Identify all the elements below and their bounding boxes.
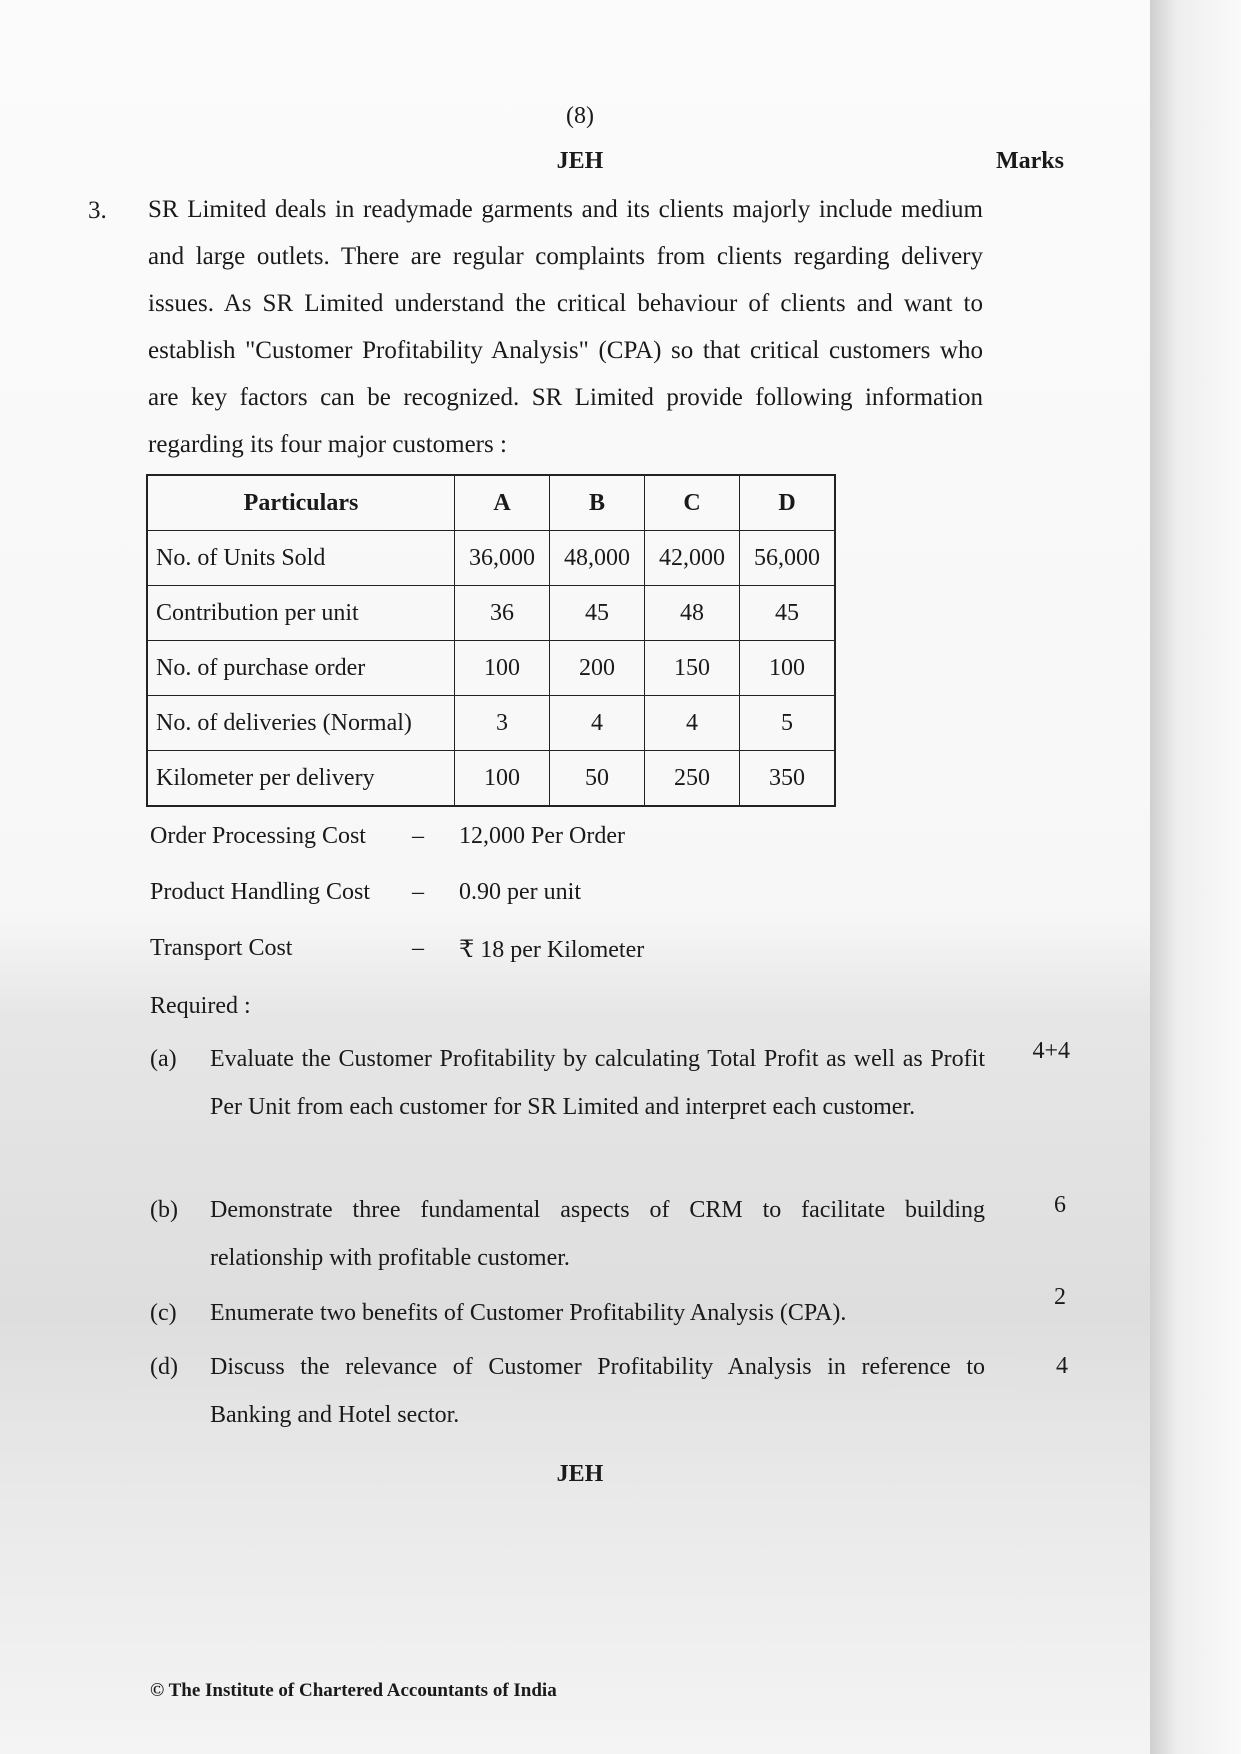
marks-c: 2 — [1054, 1284, 1066, 1310]
table-cell: 36,000 — [455, 531, 550, 586]
required-label: Required : — [150, 993, 251, 1019]
cost-value: 12,000 Per Order — [459, 823, 625, 849]
cost-label: Product Handling Cost — [150, 879, 370, 905]
marks-a: 4+4 — [1032, 1038, 1070, 1064]
subquestion-letter: (d) — [150, 1354, 178, 1380]
paper-code-footer: JEH — [556, 1461, 604, 1487]
subquestion-d — [150, 1343, 985, 1439]
subquestion-letter: (c) — [150, 1300, 177, 1326]
table-cell: 36 — [455, 586, 550, 641]
table-cell: 48 — [645, 586, 740, 641]
cost-dash: – — [412, 823, 424, 849]
table-row — [147, 751, 835, 807]
table-row — [147, 641, 835, 696]
table-header-cell: C — [645, 475, 740, 531]
copyright-footer: © The Institute of Chartered Accountants of India — [150, 1680, 557, 1701]
table-cell: 100 — [455, 751, 550, 807]
table-row — [147, 696, 835, 751]
table-cell: 250 — [645, 751, 740, 807]
page-number: (8) — [566, 103, 594, 129]
table-header-row — [147, 475, 835, 531]
paper-code-header: JEH — [556, 148, 604, 174]
table-row — [147, 531, 835, 586]
subquestion-text: Enumerate two benefits of Customer Profitability Analysis (CPA). — [210, 1300, 847, 1326]
table-cell: 4 — [550, 696, 645, 751]
subquestion-letter: (b) — [150, 1197, 178, 1223]
marks-b: 6 — [1054, 1192, 1066, 1218]
table-cell-label: Contribution per unit — [147, 586, 455, 641]
table-cell: 150 — [645, 641, 740, 696]
table-cell: 350 — [740, 751, 836, 807]
marks-d: 4 — [1056, 1353, 1068, 1379]
table-cell: 100 — [740, 641, 836, 696]
question-number: 3. — [88, 197, 107, 224]
table-cell: 56,000 — [740, 531, 836, 586]
customer-data-table — [146, 474, 836, 807]
subquestion-text: Demonstrate three fundamental aspects of CRM to facilitate building relationship with profitable customer. — [210, 1197, 985, 1271]
table-cell: 5 — [740, 696, 836, 751]
cost-dash: – — [412, 935, 424, 961]
table-cell-label: No. of purchase order — [147, 641, 455, 696]
table-cell: 50 — [550, 751, 645, 807]
table-cell: 45 — [740, 586, 836, 641]
subquestion-text: Evaluate the Customer Profitability by calculating Total Profit as well as Profit Per Unit from each customer for SR Limited and interpret each customer. — [210, 1046, 985, 1120]
table-header-cell: B — [550, 475, 645, 531]
scan-edge-shadow — [1150, 0, 1241, 1754]
marks-column-heading: Marks — [996, 148, 1064, 174]
table-cell: 100 — [455, 641, 550, 696]
subquestion-c — [150, 1289, 985, 1337]
table-cell: 4 — [645, 696, 740, 751]
table-header-cell: D — [740, 475, 836, 531]
cost-label: Order Processing Cost — [150, 823, 366, 849]
table-cell-label: No. of Units Sold — [147, 531, 455, 586]
table-cell: 42,000 — [645, 531, 740, 586]
table-cell: 200 — [550, 641, 645, 696]
table-header-cell: A — [455, 475, 550, 531]
table-cell-label: Kilometer per delivery — [147, 751, 455, 807]
cost-dash: – — [412, 879, 424, 905]
table-row — [147, 586, 835, 641]
subquestion-letter: (a) — [150, 1046, 177, 1072]
table-cell: 48,000 — [550, 531, 645, 586]
table-cell: 45 — [550, 586, 645, 641]
table-cell-label: No. of deliveries (Normal) — [147, 696, 455, 751]
question-intro: SR Limited deals in readymade garments and its clients majorly include medium and large outlets. There are regular complaints from clients regarding delivery issues. As SR Limited understand the critical behaviour of clients and want to establish "Customer Profitability Analysis" (CPA) so that critical customers who are key factors can be recognized. SR Limited provide following information regarding its four major customers : — [148, 196, 983, 458]
table-header-cell: Particulars — [147, 475, 455, 531]
table-cell: 3 — [455, 696, 550, 751]
cost-value: 0.90 per unit — [459, 879, 581, 905]
subquestion-text: Discuss the relevance of Customer Profitability Analysis in reference to Banking and Hotel sector. — [210, 1354, 985, 1428]
cost-value: ₹ 18 per Kilometer — [459, 937, 645, 963]
subquestion-a — [150, 1035, 985, 1131]
cost-label: Transport Cost — [150, 935, 293, 961]
subquestion-b — [150, 1186, 985, 1282]
